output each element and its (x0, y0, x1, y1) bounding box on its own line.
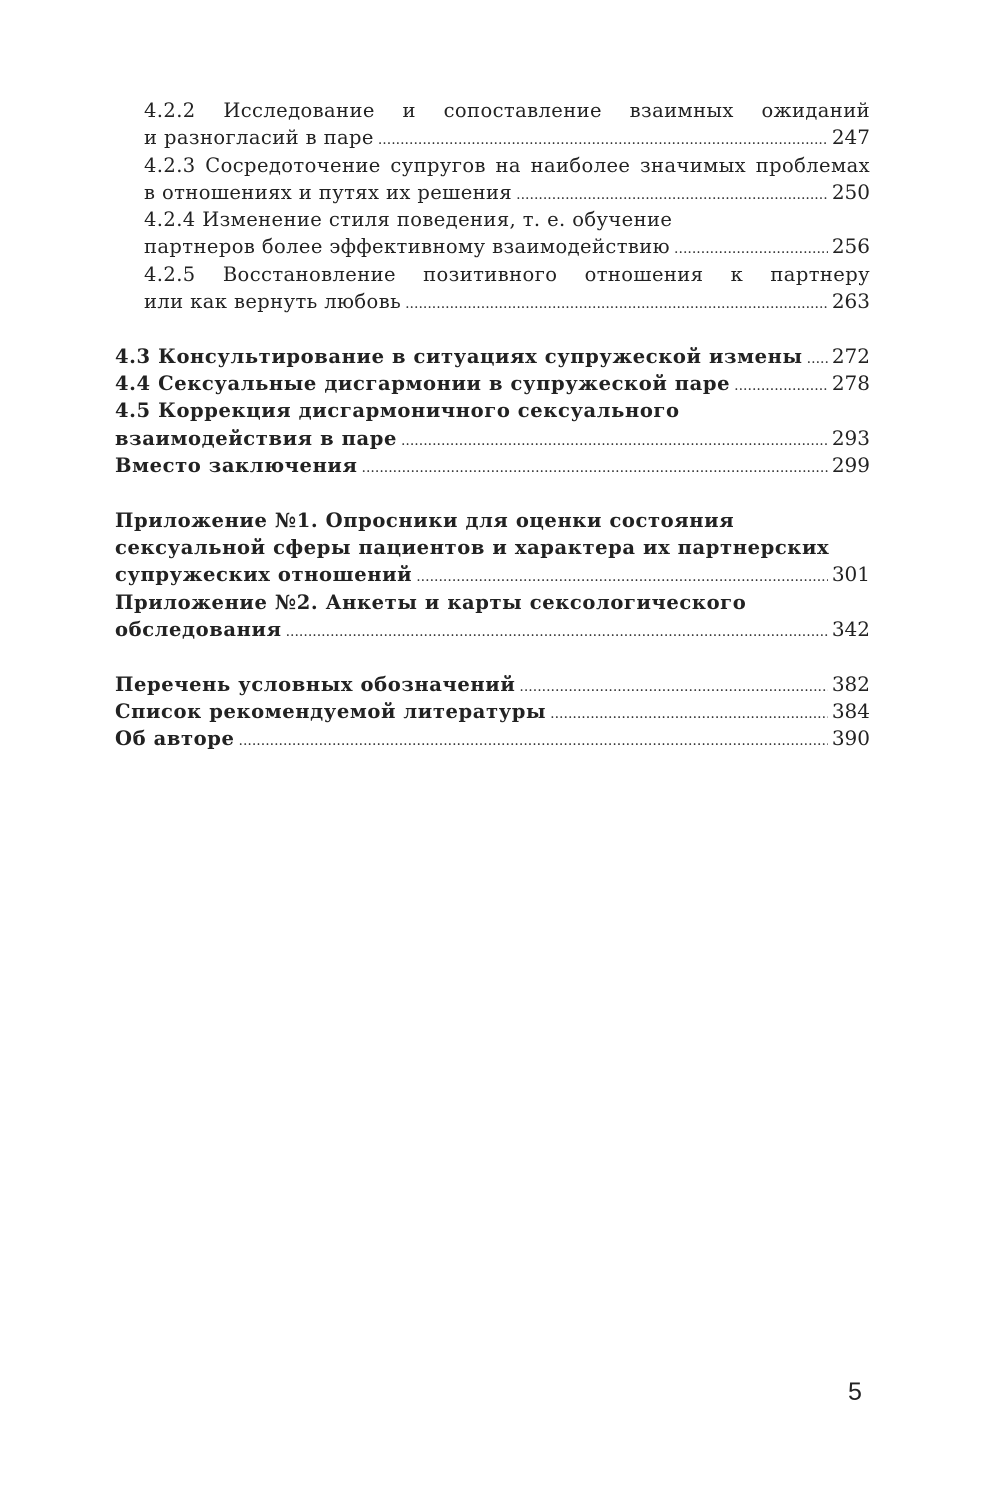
toc-entry-text: Приложение №1. Опросники для оценки состояния (115, 508, 735, 532)
toc-page-number: 301 (831, 562, 870, 587)
dot-leader (405, 291, 828, 318)
toc-entry-4-5-line2 (115, 425, 870, 452)
toc-entry-text: обследования (115, 618, 282, 642)
dot-leader (362, 455, 828, 482)
dot-leader (519, 674, 827, 701)
toc-entry-appendix-1-line3 (115, 561, 870, 588)
toc-entry-4-2-5-line1 (115, 261, 870, 288)
toc-entry-about-author (115, 725, 870, 752)
toc-entry-text: 4.3 Консультирование в ситуациях супружеской измены (115, 344, 803, 368)
dot-leader (516, 182, 828, 209)
toc-entry-text: партнеров более эффективному взаимодействию (144, 235, 671, 259)
toc-entry-4-4 (115, 370, 870, 397)
toc-entry-text: Приложение №2. Анкеты и карты сексологического (115, 590, 747, 614)
toc-page-number: 263 (831, 289, 870, 314)
dot-leader (550, 701, 828, 728)
toc-page-number: 247 (831, 125, 870, 150)
toc-page-number: 272 (831, 343, 870, 368)
page-number: 5 (848, 1378, 862, 1406)
toc-entry-text: 4.2.3 Сосредоточение супругов на наиболее значимых проблемах (144, 153, 870, 177)
toc-entry-text: супружеских отношений (115, 563, 413, 587)
toc-entry-4-2-5-line2 (115, 288, 870, 315)
toc-page-number: 278 (831, 371, 870, 396)
toc-entry-text: Об авторе (115, 727, 235, 751)
toc-entry-text: сексуальной сферы пациентов и характера их партнерских (115, 536, 830, 560)
toc-entry-text: и разногласий в паре (144, 126, 374, 150)
dot-leader (286, 619, 828, 646)
toc-entry-4-2-3-line1 (115, 152, 870, 179)
dot-leader (416, 564, 828, 591)
toc-entry-text: 4.2.5 Восстановление позитивного отношения к партнеру (144, 262, 870, 286)
toc-entry-appendix-1-line1 (115, 507, 870, 534)
toc-page-number: 390 (831, 726, 870, 751)
toc-page-number: 382 (831, 671, 870, 696)
dot-leader (378, 127, 828, 154)
dot-leader (239, 728, 828, 755)
toc-entry-text: Перечень условных обозначений (115, 672, 516, 696)
toc-page-number: 342 (831, 617, 870, 642)
toc-entry-4-2-3-line2 (115, 179, 870, 206)
toc-entry-text: или как вернуть любовь (144, 290, 402, 314)
toc-entry-4-2-4-line1 (115, 206, 870, 233)
toc-entry-text: Список рекомендуемой литературы (115, 700, 547, 724)
toc-page-number: 293 (831, 425, 870, 450)
toc-entry-text: Вместо заключения (115, 454, 358, 478)
toc-entry-text: в отношениях и путях их решения (144, 180, 513, 204)
table-of-contents (115, 97, 870, 753)
toc-page-number: 250 (831, 179, 870, 204)
toc-entry-4-3 (115, 343, 870, 370)
dot-leader (401, 428, 828, 455)
toc-entry-appendix-2-line2 (115, 616, 870, 643)
toc-entry-conclusion (115, 452, 870, 479)
toc-entry-appendix-2-line1 (115, 589, 870, 616)
toc-entry-text: взаимодействия в паре (115, 426, 397, 450)
toc-entry-4-2-2-line2 (115, 124, 870, 151)
toc-entry-abbreviations (115, 671, 870, 698)
toc-entry-text: 4.2.4 Изменение стиля поведения, т. е. обучение (144, 208, 673, 232)
toc-page-number: 256 (831, 234, 870, 259)
dot-leader (674, 236, 828, 263)
toc-entry-4-2-4-line2 (115, 233, 870, 260)
dot-leader (807, 346, 828, 373)
toc-entry-4-2-2-line1 (115, 97, 870, 124)
toc-page-number: 299 (831, 453, 870, 478)
toc-page-number: 384 (831, 699, 870, 724)
toc-entry-text: 4.5 Коррекция дисгармоничного сексуального (115, 399, 680, 423)
toc-entry-literature (115, 698, 870, 725)
toc-entry-4-5-line1 (115, 397, 870, 424)
toc-entry-text: 4.4 Сексуальные дисгармонии в супружеской паре (115, 372, 731, 396)
toc-entry-text: 4.2.2 Исследование и сопоставление взаимных ожиданий (144, 99, 870, 122)
toc-entry-appendix-1-line2 (115, 534, 870, 561)
dot-leader (734, 373, 828, 400)
